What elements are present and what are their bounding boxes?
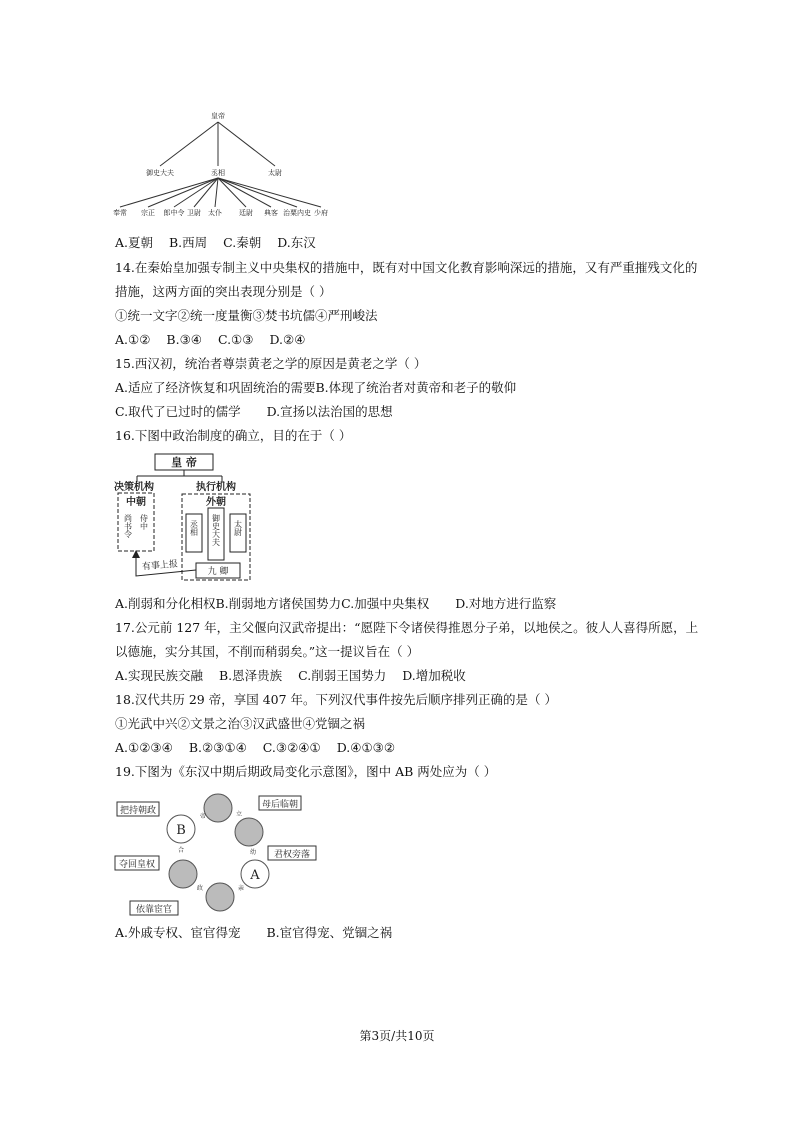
tree-leaf: 卫尉 <box>187 209 201 217</box>
inner-member: 侍中 <box>139 514 149 530</box>
option: A.外戚专权、宦官得宠 <box>115 925 241 940</box>
arrow-char: 立 <box>236 811 243 818</box>
q14-options <box>115 332 305 348</box>
arrow-char: 幼 <box>250 849 257 856</box>
marker-b: B <box>176 823 186 838</box>
option: D.东汉 <box>277 235 316 250</box>
marker-a: A <box>250 868 260 883</box>
option: C.①③ <box>217 332 254 347</box>
q18-stem: 18.汉代共历 29 帝，享国 407 年。下列汉代事件按先后顺序排列正确的是（ ） <box>115 692 558 707</box>
outer-member: 太尉 <box>233 520 243 536</box>
option: C.秦朝 <box>223 235 262 250</box>
tree-leaf: 宗正 <box>141 209 155 217</box>
option: A.实现民族交融 <box>115 668 204 683</box>
tree-leaf: 典客 <box>264 209 278 217</box>
tree-leaf: 廷尉 <box>239 209 253 217</box>
q17-stem-line2: 以德施，实分其国，不削而稍弱矣。”这一提议旨在（ ） <box>115 644 420 659</box>
tree-node: 太尉 <box>268 169 282 177</box>
arrow-char: 亲 <box>238 885 245 892</box>
cycle-label: 依靠宦官 <box>135 905 173 915</box>
cycle-label: 母后临朝 <box>261 800 299 810</box>
option: C.削弱王国势力 <box>298 668 387 683</box>
q19-stem: 19.下图为《东汉中期后期政局变化示意图》，图中 AB 两处应为（ ） <box>115 764 497 779</box>
tree-leaf: 治粟内史 <box>283 209 311 217</box>
q15-options-line1: A.适应了经济恢复和巩固统治的需要B.体现了统治者对黄帝和老子的敬仰 <box>115 380 517 395</box>
q19-diagram <box>0 786 794 926</box>
tree-leaf: 奉常 <box>113 209 127 217</box>
q17-options <box>115 668 466 684</box>
emperor-box: 皇 帝 <box>171 456 197 469</box>
cycle-label: 把持朝政 <box>119 806 157 816</box>
q15-options-line2 <box>115 404 393 420</box>
nine-ministers: 九 卿 <box>207 567 229 577</box>
q16-diagram <box>0 450 794 590</box>
option: D.④①③② <box>336 740 396 755</box>
q19-options <box>115 925 392 941</box>
decision-label: 决策机构 <box>114 482 154 493</box>
tree-leaf: 少府 <box>314 209 328 217</box>
option: A.①② <box>115 332 151 347</box>
q18-items: ①光武中兴②文景之治③汉武盛世④党锢之祸 <box>115 716 366 731</box>
execution-label: 执行机构 <box>196 482 236 493</box>
tree-node: 丞相 <box>211 169 225 177</box>
tree-leaf: 郎中令 <box>163 209 185 217</box>
inner-court: 中朝 <box>126 497 146 508</box>
page-number: 第3页/共10页 <box>359 1029 435 1043</box>
option: D.②④ <box>269 332 306 347</box>
tree-leaf: 太仆 <box>208 209 222 217</box>
q16-options <box>115 596 556 612</box>
option: D.宣扬以法治国的思想 <box>266 404 393 419</box>
outer-member: 御史大夫 <box>211 514 221 546</box>
q18-options <box>115 740 395 756</box>
tree-node: 御史大夫 <box>146 169 174 177</box>
outer-court: 外朝 <box>206 497 226 508</box>
option: B.西周 <box>169 235 208 250</box>
option: B.②③①④ <box>188 740 247 755</box>
option: C.取代了已过时的儒学 <box>115 404 241 419</box>
q14-items: ①统一文字②统一度量衡③焚书坑儒④严刑峻法 <box>115 308 378 323</box>
option: A.削弱和分化相权B.削弱地方诸侯国势力C.加强中央集权 <box>115 596 430 611</box>
tree-root: 皇帝 <box>211 112 225 120</box>
cycle-label: 夺回皇权 <box>118 860 156 870</box>
option: D.对地方进行监察 <box>455 596 557 611</box>
arrow-char: 合 <box>178 847 185 854</box>
option: D.增加税收 <box>402 668 466 683</box>
q14-stem-line1: 14.在秦始皇加强专制主义中央集权的措施中，既有对中国文化教育影响深远的措施，又有严重摧残文化的 <box>115 260 698 275</box>
q17-stem-line1: 17.公元前 127 年，主父偃向汉武帝提出：“愿陛下令诸侯得推恩分子弟，以地侯之。彼人人喜得所愿，上 <box>115 620 699 635</box>
q15-stem: 15.西汉初，统治者尊崇黄老之学的原因是黄老之学（ ） <box>115 356 427 371</box>
arrow-char: 政 <box>197 885 204 892</box>
option: B.恩泽贵族 <box>219 668 283 683</box>
inner-member: 尚书令 <box>123 514 133 538</box>
report-label: 有事上报 <box>141 559 179 573</box>
tree-diagram <box>0 0 794 235</box>
q16-stem: 16.下图中政治制度的确立，目的在于（ ） <box>115 428 352 443</box>
q14-stem-line2: 措施，这两方面的突出表现分别是（ ） <box>115 284 332 299</box>
option: A.①②③④ <box>115 740 173 755</box>
option: B.③④ <box>166 332 202 347</box>
outer-member: 丞相 <box>189 520 199 536</box>
cycle-label: 君权旁落 <box>273 850 311 860</box>
option: A.夏朝 <box>115 235 154 250</box>
arrow-char: 帝 <box>200 813 207 820</box>
option: C.③②④① <box>262 740 321 755</box>
q13-options <box>115 235 316 251</box>
option: B.宦官得宠、党锢之祸 <box>266 925 393 940</box>
